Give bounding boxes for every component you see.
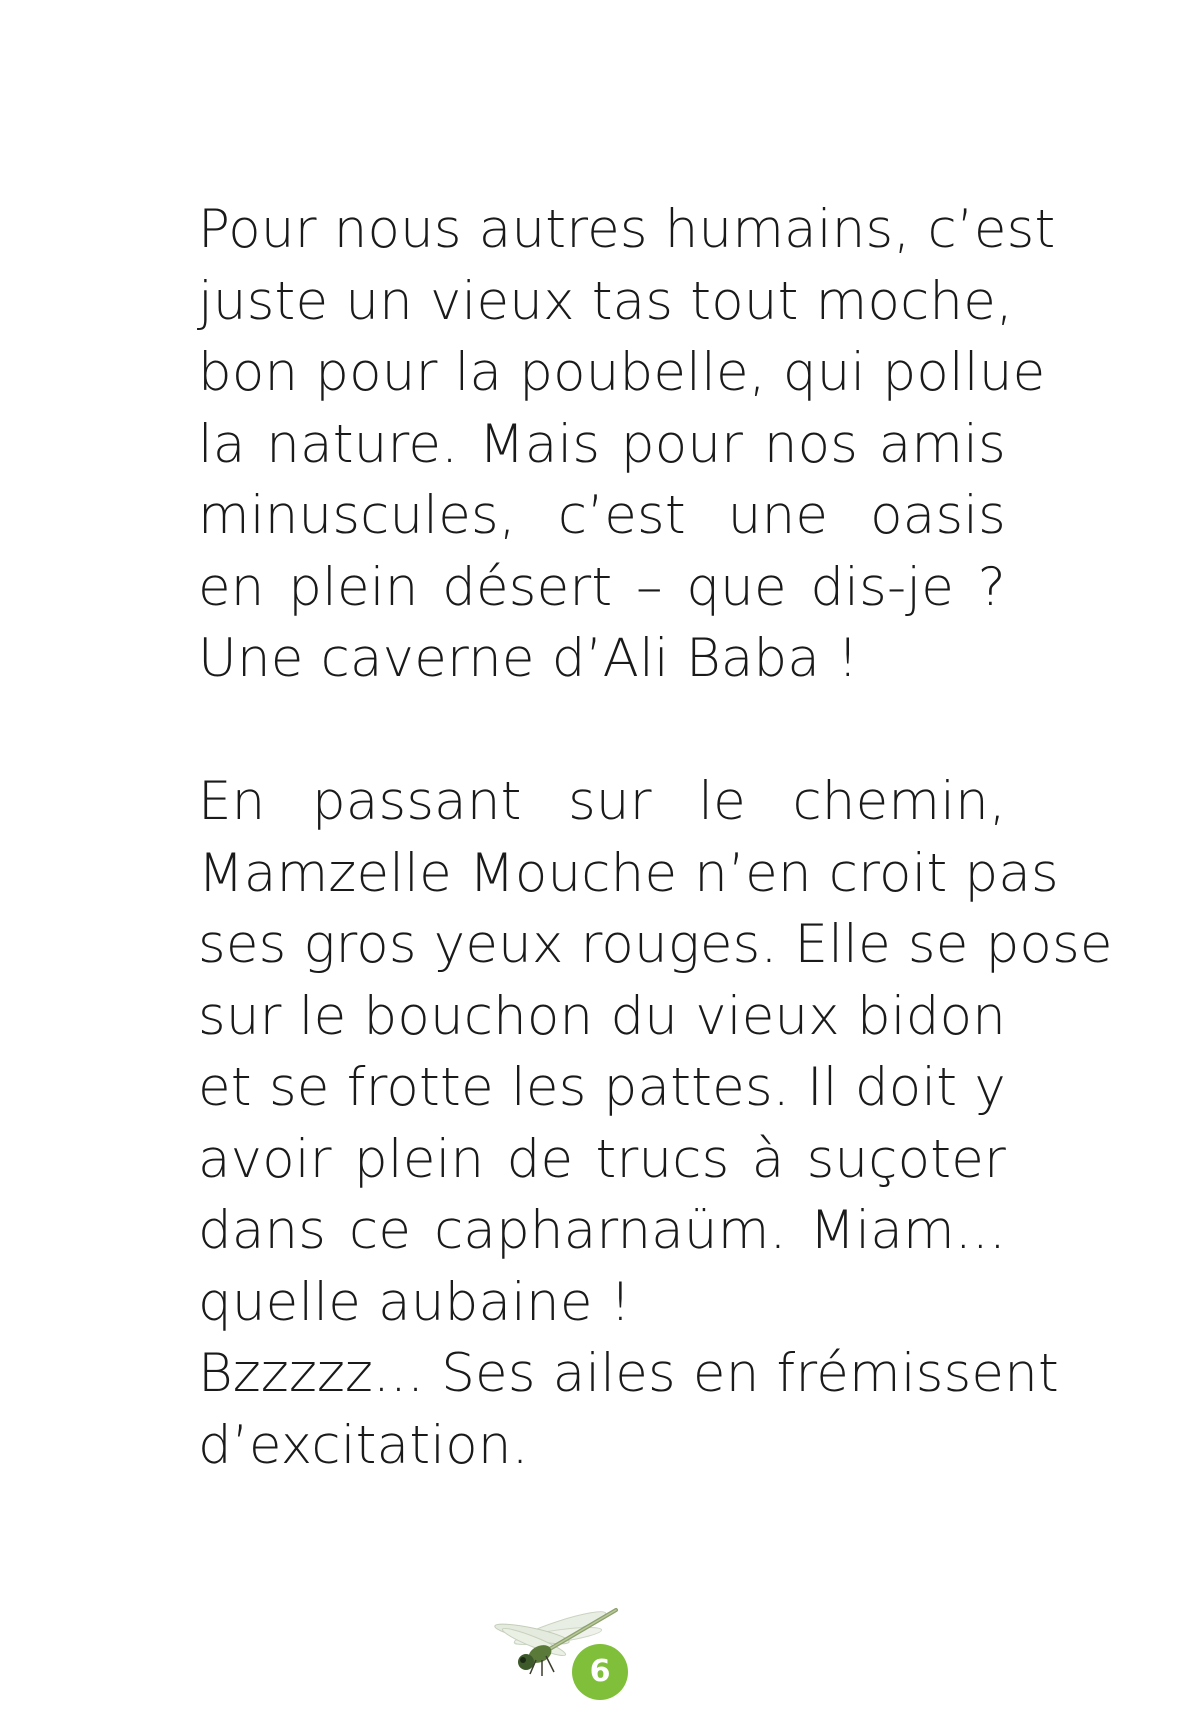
text-line: dans ce capharnaüm. Miam... [198,1200,1006,1261]
text-line: minuscules, c’est une oasis [198,485,1006,546]
text-line: et se frotte les pattes. Il doit y [198,1057,1006,1118]
text-line: sur le bouchon du vieux bidon [198,985,1006,1047]
text-line: Mamzelle Mouche n’en croit pas [198,842,1059,904]
text-line: quelle aubaine ! [198,1271,632,1333]
text-line: ses gros yeux rouges. Elle se pose [198,914,1113,975]
text-line: bon pour la poubelle, qui pollue [198,342,1046,403]
text-line: en plein désert – que dis-je ? [198,556,1006,618]
text-line: En passant sur le chemin, [198,771,1006,832]
text-line: Bzzzzz... Ses ailes en frémissent [198,1343,1059,1404]
text-line: Une caverne d’Ali Baba ! [198,628,859,689]
text-line: la nature. Mais pour nos amis [198,413,1006,475]
text-line: Pour nous autres humains, c’est [198,199,1056,260]
text-line: avoir plein de trucs à suçoter [198,1128,1006,1190]
text-line: juste un vieux tas tout moche, [198,270,1014,332]
page-number: 6 [572,1644,628,1700]
text-line: d’excitation. [198,1414,529,1476]
paragraph-1 [198,194,1056,695]
paragraph-2 [198,766,1113,1481]
